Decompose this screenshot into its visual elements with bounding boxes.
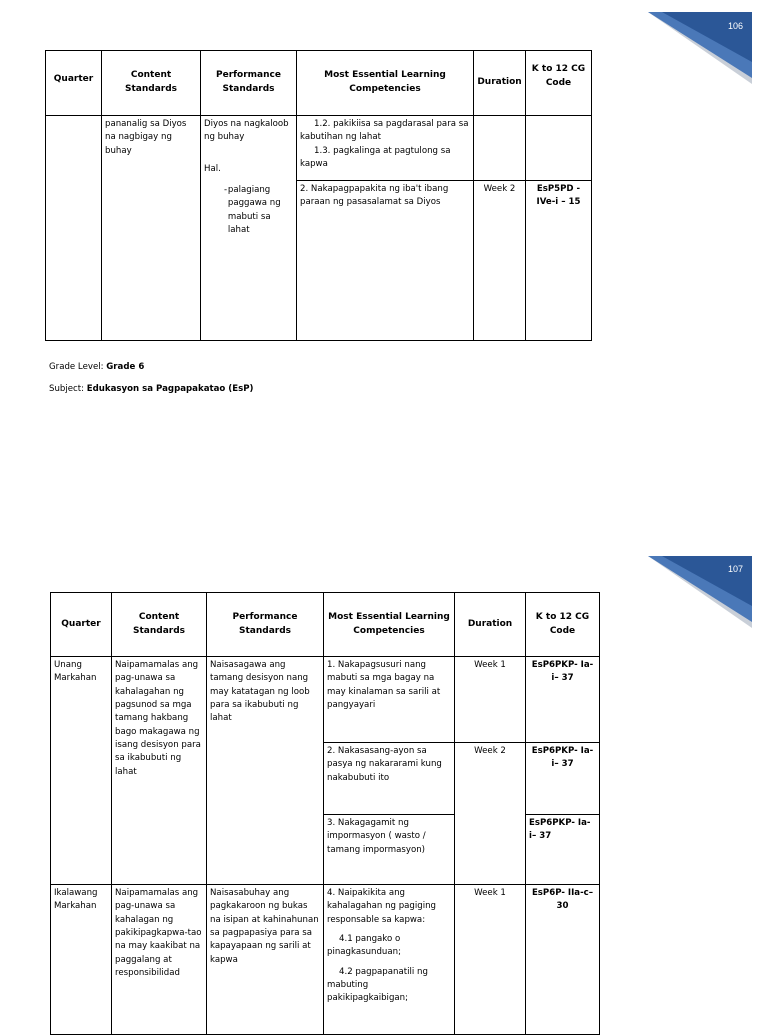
duration-cell (474, 116, 526, 181)
list-item (224, 184, 293, 237)
quarter-cell: Unang Markahan (51, 657, 112, 885)
melc-cell: 1. Nakapagsusuri nang mabuti sa mga bagay na may kinalaman sa sarili at pangyayari (324, 657, 455, 743)
header-duration: Duration (455, 593, 526, 657)
performance-standard-cell (201, 116, 297, 341)
code-cell: EsP6PKP- Ia-i– 37 (526, 743, 600, 815)
duration-cell: Week 1 (455, 657, 526, 743)
duration-cell: Week 2 (455, 743, 526, 885)
curriculum-table-2 (50, 592, 600, 1035)
melc-4-2: 4.2 pagpapanatili ng mabuting pakikipagkaibigan; (327, 966, 428, 1004)
grade-level-label: Grade Level: (49, 362, 107, 372)
header-cg-code: K to 12 CG Code (526, 593, 600, 657)
melc-cell (324, 885, 455, 1035)
subject-label: Subject: (49, 384, 87, 394)
header-quarter: Quarter (46, 51, 102, 116)
header-performance-standards: Performance Standards (207, 593, 324, 657)
content-standard-cell: pananalig sa Diyos na nagbigay ng buhay (102, 116, 201, 341)
melc-1-3: 1.3. pagkalinga at pagtulong sa kapwa (300, 145, 451, 169)
performance-text: Diyos na nagkaloob ng buhay (204, 119, 289, 143)
bullet-mark: - (224, 184, 228, 195)
table-row (51, 657, 600, 743)
content-standard-cell: Naipamamalas ang pag-unawa sa kahalagan ng pakikipagkapwa-tao na may kaakibat na paggalang at responsibilidad (112, 885, 207, 1035)
table-header-row (46, 51, 592, 116)
table-row (51, 885, 600, 1035)
grade-level-value: Grade 6 (106, 362, 145, 372)
header-content-standards: Content Standards (102, 51, 201, 116)
header-content-standards: Content Standards (112, 593, 207, 657)
page-number: 106 (727, 21, 743, 31)
header-performance-standards: Performance Standards (201, 51, 297, 116)
subject (49, 384, 253, 394)
code-cell (526, 116, 592, 181)
content-standard-cell: Naipamamalas ang pag-unawa sa kahalagahan ng pagsunod sa mga tamang hakbang bago makagawa ng isang desisyon para sa ikabubuti ng lahat (112, 657, 207, 885)
duration-cell: Week 2 (474, 181, 526, 341)
subject-value: Edukasyon sa Pagpapakatao (EsP) (86, 384, 254, 394)
grade-level (49, 362, 144, 372)
performance-standard-cell: Naisasagawa ang tamang desisyon nang may katatagan ng loob para sa ikabubuti ng lahat (207, 657, 324, 885)
header-cg-code: K to 12 CG Code (526, 51, 592, 116)
page-number: 107 (727, 564, 743, 574)
code-cell: EsP6PKP- Ia-i– 37 (526, 815, 600, 885)
header-quarter: Quarter (51, 593, 112, 657)
code-cell: EsP5PD - IVe-i – 15 (526, 181, 592, 341)
table-row (46, 116, 592, 181)
melc-cell (297, 116, 474, 181)
code-cell: EsP6P- IIa-c– 30 (526, 885, 600, 1035)
melc-cell: 2. Nakasasang-ayon sa pasya ng nakararami kung nakabubuti ito (324, 743, 455, 815)
melc-cell: 3. Nakagagamit ng impormasyon ( wasto / tamang impormasyon) (324, 815, 455, 885)
table-header-row (51, 593, 600, 657)
melc-1-2: 1.2. pakikiisa sa pagdarasal para sa kabutihan ng lahat (300, 119, 469, 143)
quarter-cell: Ikalawang Markahan (51, 885, 112, 1035)
performance-hal: Hal. (204, 163, 221, 174)
melc-4-1: 4.1 pangako o pinagkasunduan; (327, 933, 401, 958)
melc-4: 4. Naipakikita ang kahalagahan ng pagiging responsable sa kapwa: (327, 888, 437, 925)
melc-cell: 2. Nakapagpapakita ng iba't ibang paraan ng pasasalamat sa Diyos (297, 181, 474, 341)
code-cell: EsP6PKP- Ia-i– 37 (526, 657, 600, 743)
header-melc: Most Essential Learning Competencies (297, 51, 474, 116)
header-duration: Duration (474, 51, 526, 116)
bullet-text: palagiang paggawa ng mabuti sa lahat (227, 184, 281, 235)
quarter-cell (46, 116, 102, 341)
curriculum-table-1 (45, 50, 592, 341)
header-melc: Most Essential Learning Competencies (324, 593, 455, 657)
duration-cell: Week 1 (455, 885, 526, 1035)
performance-standard-cell: Naisasabuhay ang pagkakaroon ng bukas na isipan at kahinahunan sa pagpapasiya para sa kapayapaan ng sarili at kapwa (207, 885, 324, 1035)
